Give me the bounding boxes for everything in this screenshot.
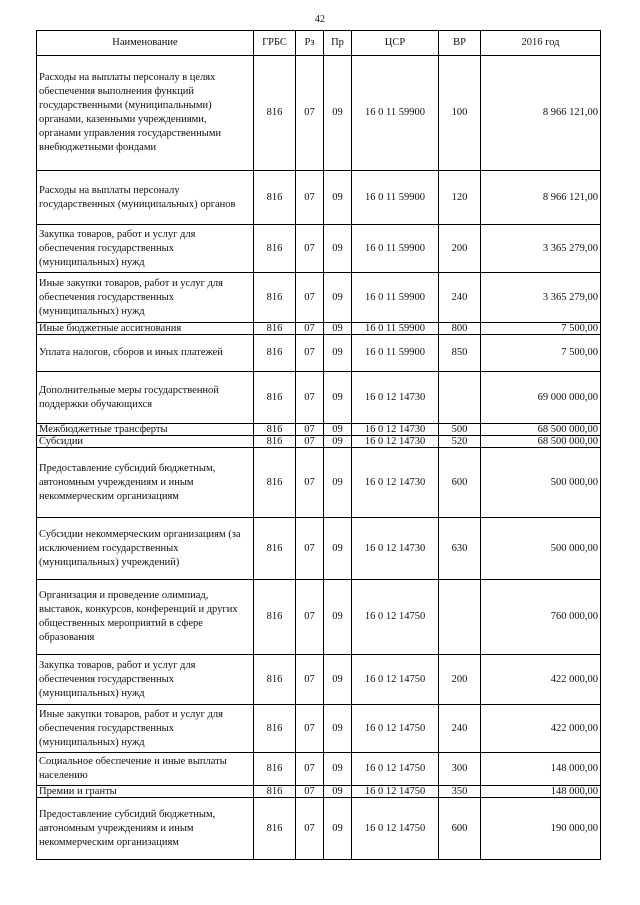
row-grbs: 816 (254, 424, 296, 436)
row-name: Субсидии (37, 436, 254, 448)
row-pr: 09 (324, 798, 352, 860)
row-csr: 16 0 12 14750 (352, 705, 439, 753)
table-row (37, 580, 601, 655)
row-name: Закупка товаров, работ и услуг для обеспечения государственных (муниципальных) нужд (37, 225, 254, 273)
row-vr: 120 (439, 171, 481, 225)
table-row (37, 518, 601, 580)
row-grbs: 816 (254, 518, 296, 580)
row-pr: 09 (324, 424, 352, 436)
row-csr: 16 0 12 14730 (352, 424, 439, 436)
row-grbs: 816 (254, 225, 296, 273)
row-name: Социальное обеспечение и иные выплаты населению (37, 753, 254, 786)
row-rz: 07 (296, 705, 324, 753)
row-grbs: 816 (254, 436, 296, 448)
col-header-pr: Пр (324, 31, 352, 56)
row-vr: 600 (439, 448, 481, 518)
table-row (37, 448, 601, 518)
row-rz: 07 (296, 171, 324, 225)
row-vr: 240 (439, 705, 481, 753)
row-rz: 07 (296, 273, 324, 323)
row-rz: 07 (296, 753, 324, 786)
col-header-csr: ЦСР (352, 31, 439, 56)
row-csr: 16 0 11 59900 (352, 273, 439, 323)
row-vr (439, 372, 481, 424)
row-vr: 240 (439, 273, 481, 323)
row-vr: 350 (439, 786, 481, 798)
table-row (37, 56, 601, 171)
table-row (37, 753, 601, 786)
row-amount: 8 966 121,00 (481, 171, 601, 225)
row-pr: 09 (324, 335, 352, 372)
row-vr: 630 (439, 518, 481, 580)
row-name: Предоставление субсидий бюджетным, автономным учреждениям и иным некоммерческим организациям (37, 798, 254, 860)
row-grbs: 816 (254, 786, 296, 798)
row-amount: 8 966 121,00 (481, 56, 601, 171)
row-csr: 16 0 11 59900 (352, 323, 439, 335)
row-pr: 09 (324, 655, 352, 705)
row-pr: 09 (324, 323, 352, 335)
row-pr: 09 (324, 448, 352, 518)
row-csr: 16 0 12 14750 (352, 798, 439, 860)
table-row (37, 798, 601, 860)
row-vr: 200 (439, 225, 481, 273)
row-rz: 07 (296, 372, 324, 424)
row-rz: 07 (296, 424, 324, 436)
col-header-year: 2016 год (481, 31, 601, 56)
row-name: Расходы на выплаты персоналу государственных (муниципальных) органов (37, 171, 254, 225)
row-grbs: 816 (254, 798, 296, 860)
row-csr: 16 0 11 59900 (352, 225, 439, 273)
row-amount: 760 000,00 (481, 580, 601, 655)
row-csr: 16 0 11 59900 (352, 335, 439, 372)
row-vr: 520 (439, 436, 481, 448)
col-header-rz: Рз (296, 31, 324, 56)
row-csr: 16 0 12 14730 (352, 448, 439, 518)
table-row (37, 335, 601, 372)
row-csr: 16 0 12 14730 (352, 518, 439, 580)
row-name: Премии и гранты (37, 786, 254, 798)
row-rz: 07 (296, 335, 324, 372)
table-row (37, 655, 601, 705)
row-pr: 09 (324, 753, 352, 786)
table-row (37, 424, 601, 436)
row-rz: 07 (296, 225, 324, 273)
row-name: Иные бюджетные ассигнования (37, 323, 254, 335)
row-amount: 3 365 279,00 (481, 273, 601, 323)
row-grbs: 816 (254, 655, 296, 705)
row-name: Субсидии некоммерческим организациям (за исключением государственных (муниципальных) учреждений) (37, 518, 254, 580)
row-rz: 07 (296, 518, 324, 580)
table-row (37, 323, 601, 335)
col-header-vr: ВР (439, 31, 481, 56)
table-header-row (37, 31, 601, 56)
row-rz: 07 (296, 448, 324, 518)
row-rz: 07 (296, 436, 324, 448)
row-rz: 07 (296, 786, 324, 798)
row-vr: 500 (439, 424, 481, 436)
row-pr: 09 (324, 225, 352, 273)
row-grbs: 816 (254, 753, 296, 786)
row-csr: 16 0 12 14750 (352, 580, 439, 655)
row-amount: 68 500 000,00 (481, 424, 601, 436)
row-csr: 16 0 11 59900 (352, 171, 439, 225)
col-header-name: Наименование (37, 31, 254, 56)
row-grbs: 816 (254, 171, 296, 225)
row-vr: 800 (439, 323, 481, 335)
row-amount: 148 000,00 (481, 753, 601, 786)
row-pr: 09 (324, 436, 352, 448)
row-rz: 07 (296, 798, 324, 860)
row-amount: 500 000,00 (481, 448, 601, 518)
row-amount: 422 000,00 (481, 705, 601, 753)
row-amount: 68 500 000,00 (481, 436, 601, 448)
row-csr: 16 0 12 14750 (352, 786, 439, 798)
row-pr: 09 (324, 171, 352, 225)
table-row (37, 436, 601, 448)
row-name: Дополнительные меры государственной поддержки обучающихся (37, 372, 254, 424)
table-row (37, 171, 601, 225)
row-amount: 500 000,00 (481, 518, 601, 580)
row-grbs: 816 (254, 323, 296, 335)
table-row (37, 225, 601, 273)
row-vr (439, 580, 481, 655)
table-row (37, 372, 601, 424)
row-rz: 07 (296, 56, 324, 171)
row-amount: 148 000,00 (481, 786, 601, 798)
row-name: Иные закупки товаров, работ и услуг для обеспечения государственных (муниципальных) нужд (37, 705, 254, 753)
row-csr: 16 0 12 14730 (352, 372, 439, 424)
row-amount: 422 000,00 (481, 655, 601, 705)
row-name: Иные закупки товаров, работ и услуг для обеспечения государственных (муниципальных) нужд (37, 273, 254, 323)
row-pr: 09 (324, 56, 352, 171)
row-csr: 16 0 12 14750 (352, 655, 439, 705)
row-rz: 07 (296, 580, 324, 655)
row-grbs: 816 (254, 335, 296, 372)
row-grbs: 816 (254, 273, 296, 323)
table-row (37, 273, 601, 323)
row-rz: 07 (296, 323, 324, 335)
budget-table (36, 30, 601, 860)
row-amount: 69 000 000,00 (481, 372, 601, 424)
table-row (37, 786, 601, 798)
row-grbs: 816 (254, 56, 296, 171)
page-number: 42 (315, 14, 325, 25)
row-vr: 600 (439, 798, 481, 860)
col-header-grbs: ГРБС (254, 31, 296, 56)
row-grbs: 816 (254, 372, 296, 424)
row-pr: 09 (324, 372, 352, 424)
row-name: Предоставление субсидий бюджетным, автономным учреждениям и иным некоммерческим организациям (37, 448, 254, 518)
row-name: Уплата налогов, сборов и иных платежей (37, 335, 254, 372)
row-amount: 7 500,00 (481, 323, 601, 335)
row-pr: 09 (324, 705, 352, 753)
row-pr: 09 (324, 786, 352, 798)
row-vr: 200 (439, 655, 481, 705)
row-csr: 16 0 12 14730 (352, 436, 439, 448)
row-grbs: 816 (254, 705, 296, 753)
row-csr: 16 0 11 59900 (352, 56, 439, 171)
row-name: Организация и проведение олимпиад, выставок, конкурсов, конференций и других общественных мероприятий в сфере образования (37, 580, 254, 655)
row-name: Закупка товаров, работ и услуг для обеспечения государственных (муниципальных) нужд (37, 655, 254, 705)
row-csr: 16 0 12 14750 (352, 753, 439, 786)
row-vr: 850 (439, 335, 481, 372)
row-name: Расходы на выплаты персоналу в целях обеспечения выполнения функций государственными (муниципальными) органами, казенными учреждениями, органами управления государственными внебюджетными фондами (37, 56, 254, 171)
row-pr: 09 (324, 580, 352, 655)
row-pr: 09 (324, 273, 352, 323)
row-grbs: 816 (254, 448, 296, 518)
row-amount: 3 365 279,00 (481, 225, 601, 273)
row-rz: 07 (296, 655, 324, 705)
table-row (37, 705, 601, 753)
row-pr: 09 (324, 518, 352, 580)
row-grbs: 816 (254, 580, 296, 655)
row-amount: 190 000,00 (481, 798, 601, 860)
row-vr: 100 (439, 56, 481, 171)
row-amount: 7 500,00 (481, 335, 601, 372)
row-name: Межбюджетные трансферты (37, 424, 254, 436)
row-vr: 300 (439, 753, 481, 786)
